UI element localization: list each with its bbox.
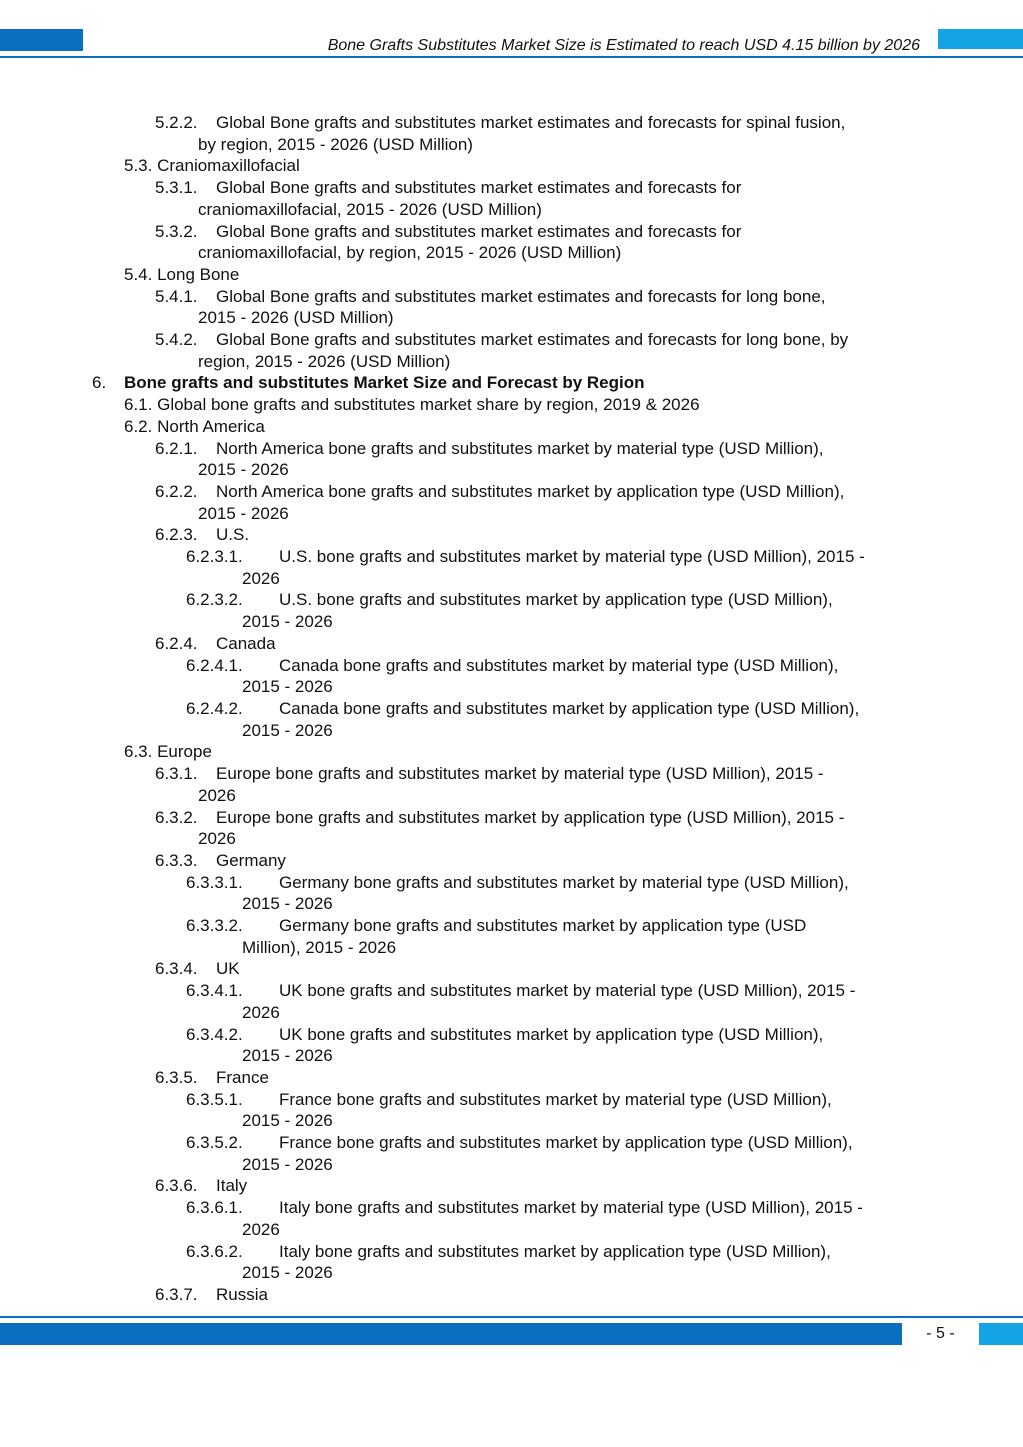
toc-entry-text: 6.1. [124, 395, 153, 415]
toc-entry-continuation: 2015 - 2026 [242, 1263, 333, 1283]
header-title: Bone Grafts Substitutes Market Size is Estimated to reach USD 4.15 billion by 2026 [327, 37, 920, 54]
toc-entry-continuation: 2026 [242, 1219, 280, 1239]
toc-entry [0, 1241, 1023, 1284]
toc-entry [0, 546, 1023, 589]
toc-entry-number: 6.3.4. [155, 959, 198, 979]
toc-entry [0, 1024, 1023, 1067]
toc-entry-continuation: Million), 2015 - 2026 [242, 937, 397, 957]
toc-entry-text: Global Bone grafts and substitutes market estimates and forecasts for spinal fusion, [216, 113, 846, 132]
toc-entry [0, 524, 1023, 546]
toc-entry-text: U.S. [216, 525, 250, 545]
toc-entry-text: UK bone grafts and substitutes market by material type (USD Million), 2015 - [279, 981, 856, 1001]
toc-entry-text: Europe [157, 742, 212, 762]
toc-entry-number: 5.4.1. [155, 286, 198, 306]
toc-entry-text: Germany bone grafts and substitutes market by material type (USD Million), [279, 872, 849, 892]
toc-entry-text: UK [216, 959, 240, 979]
toc-entry-continuation: craniomaxillofacial, 2015 - 2026 (USD Million) [198, 199, 542, 219]
toc-entry-text: Long Bone [157, 264, 240, 284]
toc-entry-continuation: 2015 - 2026 (USD Million) [198, 308, 394, 328]
toc-entry-number: 6.2.3.2. [186, 590, 243, 610]
toc-entry-text: Germany bone grafts and substitutes market by application type (USD [279, 916, 807, 936]
toc-entry [0, 958, 1023, 980]
toc-entry-continuation: 2015 - 2026 [242, 1154, 333, 1174]
toc-entry [0, 915, 1023, 958]
toc-entry [0, 872, 1023, 915]
toc-entry [0, 741, 1023, 763]
toc-entry-number: 6.3.6.1. [186, 1198, 243, 1218]
toc-entry-continuation: 2026 [242, 568, 280, 588]
toc-entry-number: 6.2.4.1. [186, 655, 243, 675]
toc-entry-text: North America bone grafts and substitutes market by application type (USD Million), [216, 481, 845, 501]
header-accent-right [938, 29, 1023, 49]
toc-entry-number: 6.3.6.2. [186, 1241, 243, 1261]
toc-entry [0, 1132, 1023, 1175]
toc-entry-text: Global Bone grafts and substitutes market estimates and forecasts for [216, 221, 742, 241]
toc-entry-text: North America bone grafts and substitutes market by material type (USD Million), [216, 438, 824, 458]
toc-entry [0, 438, 1023, 481]
toc-entry-text: Canada [216, 633, 276, 653]
toc-entry [0, 1089, 1023, 1132]
footer-accent-left [0, 1323, 902, 1345]
toc-entry-text: Global Bone grafts and substitutes market estimates and forecasts for [216, 178, 742, 198]
toc-entry [0, 1284, 1023, 1306]
toc-entry [0, 221, 1023, 264]
toc-entry-text: France bone grafts and substitutes market by application type (USD Million), [279, 1133, 853, 1153]
toc-entry-text: Italy bone grafts and substitutes market by material type (USD Million), 2015 - [279, 1198, 863, 1218]
toc-entry-text: Global bone grafts and substitutes market share by region, 2019 & 2026 [157, 395, 700, 415]
toc-entry [0, 372, 1023, 394]
toc-entry [0, 850, 1023, 872]
toc-entry [0, 155, 1023, 177]
toc-entry [0, 589, 1023, 632]
toc-entry-continuation: 2015 - 2026 [242, 720, 333, 740]
toc-entry-number: 6.3.6. [155, 1176, 198, 1196]
toc-entry [0, 264, 1023, 286]
toc-entry-continuation: 2015 - 2026 [242, 677, 333, 697]
toc-entry-text: 6.3. [124, 742, 153, 762]
toc-entry-number: 6.3.5. [155, 1067, 198, 1087]
toc-entry [0, 655, 1023, 698]
toc-entry [0, 1175, 1023, 1197]
toc-entry-number: 5.4.2. [155, 330, 198, 350]
toc-entry-number: 6.3.4.2. [186, 1024, 243, 1044]
toc-entry-number: 6. [92, 373, 107, 393]
toc-entry-text: 5.4. [124, 264, 153, 284]
toc-entry-continuation: 2015 - 2026 [242, 1111, 333, 1131]
toc-entry-text: North America [157, 416, 265, 436]
toc-entry-number: 5.3.2. [155, 221, 198, 241]
toc-entry [0, 416, 1023, 438]
toc-entry-continuation: 2015 - 2026 [242, 612, 333, 632]
toc-entry-number: 6.3.1. [155, 764, 198, 784]
header-accent-left [0, 29, 83, 51]
toc-entry-text: 6.2. [124, 416, 153, 436]
toc-entry [0, 1197, 1023, 1240]
toc-entry-number: 5.2.2. [155, 113, 198, 132]
toc-entry-number: 6.3.3. [155, 850, 198, 870]
toc-entry [0, 763, 1023, 806]
toc-entry-text: U.S. bone grafts and substitutes market by application type (USD Million), [279, 590, 833, 610]
toc-entry-continuation: 2026 [198, 829, 236, 849]
toc-entry-text: France [216, 1067, 269, 1087]
toc-entry-text: Italy bone grafts and substitutes market by application type (USD Million), [279, 1241, 831, 1261]
toc-entry [0, 177, 1023, 220]
toc-entry-number: 6.3.7. [155, 1284, 198, 1304]
toc-entry [0, 286, 1023, 329]
toc-entry-continuation: 2015 - 2026 [242, 894, 333, 914]
toc-entry-number: 6.2.4.2. [186, 698, 243, 718]
page-number: - 5 - [926, 1325, 955, 1342]
toc-entry-text: Russia [216, 1284, 268, 1304]
toc-entry-continuation: 2015 - 2026 [242, 1046, 333, 1066]
toc-entry-number: 6.3.5.1. [186, 1089, 243, 1109]
table-of-contents [0, 112, 1023, 1306]
toc-entry [0, 807, 1023, 850]
header-rule [0, 56, 1023, 58]
toc-entry-text: Global Bone grafts and substitutes market estimates and forecasts for long bone, by [216, 330, 849, 350]
toc-entry [0, 481, 1023, 524]
toc-entry-text: France bone grafts and substitutes market by material type (USD Million), [279, 1089, 832, 1109]
toc-entry-continuation: 2026 [198, 785, 236, 805]
toc-entry [0, 394, 1023, 416]
toc-entry-number: 6.3.5.2. [186, 1133, 243, 1153]
toc-entry-text: Germany [216, 850, 286, 870]
toc-entry-text: Global Bone grafts and substitutes market estimates and forecasts for long bone, [216, 286, 826, 306]
toc-entry-number: 6.3.3.1. [186, 872, 243, 892]
footer-rule [0, 1316, 1023, 1318]
toc-entry-text: Europe bone grafts and substitutes market by application type (USD Million), 2015 - [216, 807, 845, 827]
toc-entry [0, 698, 1023, 741]
toc-entry-number: 5.3.1. [155, 178, 198, 198]
toc-entry-number: 6.2.1. [155, 438, 198, 458]
toc-entry [0, 112, 1023, 155]
toc-entry [0, 633, 1023, 655]
toc-entry-number: 6.2.3. [155, 525, 198, 545]
toc-entry-continuation: craniomaxillofacial, by region, 2015 - 2026 (USD Million) [198, 243, 622, 263]
toc-entry-text: Europe bone grafts and substitutes market by material type (USD Million), 2015 - [216, 764, 824, 784]
toc-entry-text: 5.3. [124, 156, 153, 176]
toc-entry-number: 6.2.3.1. [186, 547, 243, 567]
toc-entry-text: Craniomaxillofacial [157, 156, 300, 176]
toc-entry-text: U.S. bone grafts and substitutes market by material type (USD Million), 2015 - [279, 547, 865, 567]
toc-entry-text: Italy [216, 1176, 248, 1196]
toc-entry-number: 6.3.3.2. [186, 916, 243, 936]
toc-entry-continuation: by region, 2015 - 2026 (USD Million) [198, 134, 473, 154]
toc-entry-number: 6.3.2. [155, 807, 198, 827]
toc-entry-text: Canada bone grafts and substitutes market by application type (USD Million), [279, 698, 860, 718]
toc-entry-continuation: 2026 [242, 1002, 280, 1022]
footer-accent-right [979, 1323, 1023, 1345]
toc-entry-number: 6.3.4.1. [186, 981, 243, 1001]
toc-entry [0, 329, 1023, 372]
toc-entry-continuation: region, 2015 - 2026 (USD Million) [198, 351, 451, 371]
toc-entry-number: 6.2.4. [155, 633, 198, 653]
toc-entry-number: 6.2.2. [155, 481, 198, 501]
toc-entry [0, 1067, 1023, 1089]
toc-entry-text: Canada bone grafts and substitutes market by material type (USD Million), [279, 655, 839, 675]
toc-entry-continuation: 2015 - 2026 [198, 503, 289, 523]
toc-entry [0, 980, 1023, 1023]
toc-entry-text: UK bone grafts and substitutes market by application type (USD Million), [279, 1024, 824, 1044]
toc-entry-continuation: 2015 - 2026 [198, 460, 289, 480]
toc-entry-text: Bone grafts and substitutes Market Size and Forecast by Region [124, 373, 645, 393]
